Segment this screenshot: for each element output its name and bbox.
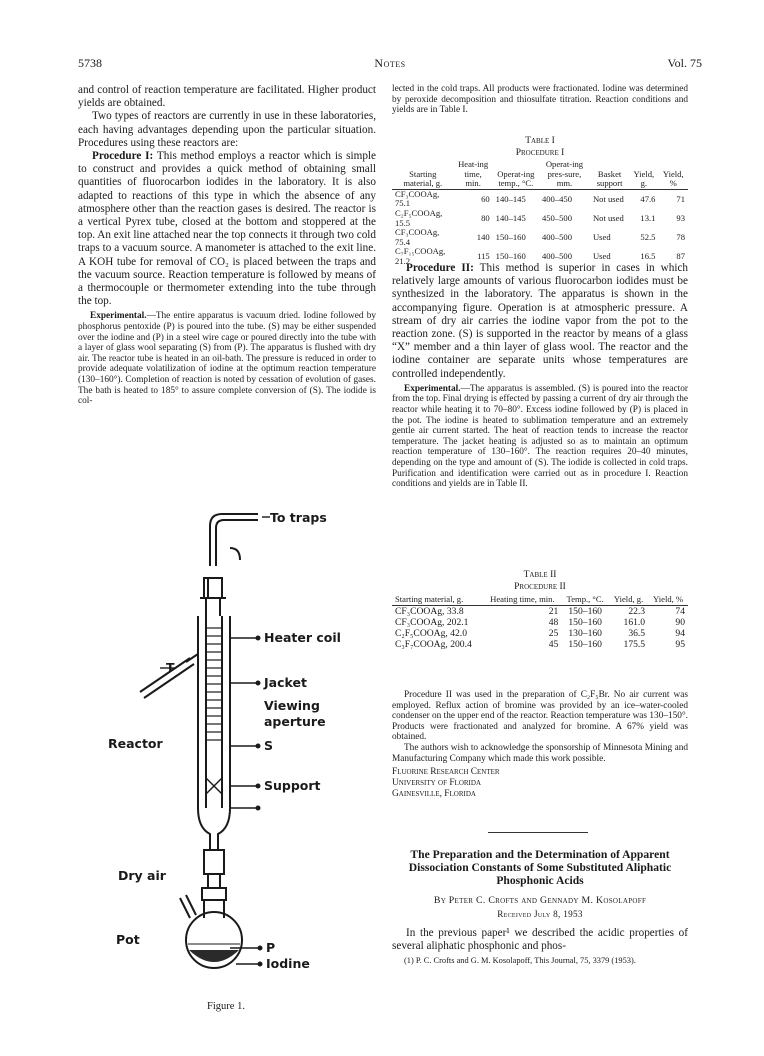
cell: C₃F₇COOAg, 200.4 [395, 639, 472, 650]
label-p: P [266, 940, 276, 955]
paragraph: Procedure II was used in the preparation of C₂F₅Br. No air current was employed. Reflux action of bromine was provided by an ice–water-cooled condenser on the upper end of the reactor. Reaction temperature was 130–150°. Products were fractionated and analyzed for bromine. A 67% yield was obtained. [392, 690, 688, 743]
right-top-paragraph [392, 84, 688, 116]
cell: 130–160 [568, 628, 602, 639]
cell: 60 [481, 193, 490, 204]
cell: 150–160 [495, 231, 526, 242]
cell: 45 [548, 639, 559, 650]
table-1-header: Basket support [596, 168, 623, 189]
jacket-outer [198, 616, 210, 850]
figure-1 [80, 478, 372, 1023]
label-to-traps: To traps [270, 510, 327, 525]
iodine-fill [189, 950, 239, 962]
table-row [392, 228, 688, 247]
cell: 450–500 [541, 212, 573, 223]
right-procedure-2 [392, 262, 688, 490]
cell: C₂F₅COOAg, 42.0 [395, 628, 467, 639]
cell: 150–160 [568, 617, 602, 628]
table-2-header: Yield, % [653, 594, 684, 604]
lower-joint [204, 850, 224, 874]
table-1-title: Table I [525, 136, 555, 146]
cell: 36.5 [628, 628, 646, 639]
table-1-header: Operat-ing pres-sure, mm. [545, 159, 584, 189]
cell: 71 [676, 193, 685, 204]
label-viewing: Viewing [264, 698, 320, 713]
table-row [392, 639, 688, 650]
top-stopper [204, 578, 222, 598]
page-number: 5738 [78, 56, 102, 70]
cell: 115 [477, 251, 490, 262]
cell: 16.5 [640, 251, 656, 262]
experimental-1 [78, 311, 376, 406]
table-2-subtitle: Procedure II [514, 582, 566, 592]
left-column [78, 84, 376, 407]
cell: 22.3 [628, 606, 646, 617]
paragraph: Two types of reactors are currently in use in these laboratories, each having advantages depending upon the particular situation. Procedures using these reactors are: [78, 110, 376, 149]
cell: 400–500 [541, 251, 573, 262]
table-2 [392, 570, 688, 650]
label-jacket: Jacket [264, 675, 307, 690]
received-date: Received July 8, 1953 [497, 909, 583, 919]
table-1 [392, 136, 688, 267]
label-pot: Pot [116, 932, 140, 947]
cell: 95 [675, 639, 685, 650]
cell: 47.6 [640, 193, 656, 204]
cell: CF₃COOAg, 33.8 [395, 606, 464, 617]
table-1-grid [392, 160, 688, 267]
intro-paragraph [392, 927, 688, 953]
acknowledgment: The authors wish to acknowledge the sponsorship of Minnesota Mining and Manufacturing Company which made this work possible. [392, 742, 688, 764]
experimental-label: Experimental. [90, 311, 147, 322]
heater-coil [206, 628, 222, 740]
experimental-2-text: —The apparatus is assembled. (S) is poured into the reactor from the top. Final drying is effected by passing a current of dry air through the reactor while heating it to 70–80°. Excess iodine followed by (P) is placed in the pot. The iodine is heated to sublimation temperature and an extremely gentle air current started. The heat of reaction tends to increase the reactor temperature. The jacket heating is adjusted so as to maintain an optimum reaction temperature of 130–160°. The reaction requires 20–40 minutes, depending on the type and amount of (S). The iodide is collected in cold traps. Purification and identification were carried out as in procedure I. Reaction conditions and yields are in Table II. [392, 383, 688, 490]
cell: 140–145 [495, 193, 526, 204]
cell: 400–450 [541, 193, 573, 204]
affiliation-line: Fluorine Research Center [392, 767, 500, 778]
paragraph: In the previous paper¹ we described the acidic properties of several aliphatic phosphonic and phos- [392, 927, 688, 953]
footnote: (1) P. C. Crofts and G. M. Kosolapoff, This Journal, 75, 3379 (1953). [404, 956, 636, 966]
cell: 140 [476, 231, 490, 242]
section-name: Notes [374, 56, 406, 70]
cell: 140–145 [495, 212, 526, 223]
table-1-header: Starting material, g. [403, 168, 443, 189]
procedure-1-paragraph [78, 150, 376, 308]
apparatus-diagram [80, 478, 372, 998]
cell: 90 [675, 617, 685, 628]
table-1-header: Heat-ing time, min. [458, 159, 489, 189]
label-t: T [166, 660, 175, 675]
cell: 93 [676, 212, 685, 223]
cell: Used [592, 231, 611, 242]
cell: 48 [548, 617, 559, 628]
experimental-2 [392, 384, 688, 490]
experimental-2-label: Experimental. [404, 383, 461, 394]
cell: 161.0 [623, 617, 646, 628]
cell: Not used [592, 193, 624, 204]
label-dry-air: Dry air [118, 868, 166, 883]
support-member [206, 778, 222, 794]
next-article [392, 848, 688, 966]
cell: 150–160 [495, 251, 526, 262]
affiliation-line: University of Florida [392, 778, 482, 789]
label-reactor: Reactor [108, 736, 163, 751]
procedure-1-text: This method employs a reactor which is simple to construct and provides a quick method of obtaining small quantities of fluorocarbon iodides in the laboratory. It is also adapted to reactions of this type in which the absence of any atmosphere other than the reaction gases is desired. The reactor is a vertical Pyrex tube, closed at the bottom and stoppered at the top. An exit line attached near the top connects it through two cold traps to a vacuum source. A manometer is attached to the exit line. A KOH tube for removal of CO₂ is placed between the traps and the vacuum source. Reaction temperature is followed by means of a thermocouple or thermometer extending into the tube through the top. [78, 150, 376, 308]
cell: 150–160 [568, 606, 602, 617]
procedure-2-label: Procedure II: [406, 262, 474, 274]
cell: CF₃COOAg, 202.1 [395, 617, 469, 628]
cell: 78 [676, 231, 685, 242]
cell: CF₃COOAg, 75.4 [395, 227, 440, 247]
cell: Not used [592, 212, 624, 223]
label-s: S [264, 738, 274, 753]
volume-label: Vol. 75 [667, 56, 702, 70]
article-divider [488, 832, 588, 833]
cell: 175.5 [623, 639, 646, 650]
affiliation [392, 767, 688, 800]
cell: 94 [675, 628, 685, 639]
table-row [392, 606, 688, 618]
table-2-header: Yield, g. [613, 594, 644, 604]
cell: 13.1 [640, 212, 656, 223]
byline: By Peter C. Crofts and Gennady M. Kosolapoff [433, 895, 647, 906]
table-2-header: Temp., °C. [566, 594, 604, 604]
affiliation-line: Gainesville, Florida [392, 789, 476, 800]
label-aperture: aperture [264, 714, 326, 729]
table-1-header: Yield, g. [633, 168, 655, 189]
label-iodine: Iodine [266, 956, 310, 971]
cell: C₇F₁₅COOAg, 21.2 [395, 246, 446, 266]
table-2-grid [392, 594, 688, 650]
label-support: Support [264, 778, 321, 793]
cell: C₂F₅COOAg, 15.5 [395, 207, 443, 228]
paragraph: lected in the cold traps. All products were fractionated. Iodine was determined by peroxide decomposition and thiosulfate titration. Reaction conditions and yields are in Table I. [392, 84, 688, 116]
label-heater-coil: Heater coil [264, 630, 341, 645]
table-1-subtitle: Procedure I [515, 148, 565, 158]
table-row [392, 189, 688, 209]
table-1-header: Yield, % [662, 168, 684, 189]
cell: 74 [675, 606, 685, 617]
table-1-header: Operat-ing temp., °C. [497, 168, 535, 189]
table-2-header: Heating time, min. [490, 594, 555, 604]
experimental-text: —The entire apparatus is vacuum dried. Iodine followed by phosphorus pentoxide (P) is poured into the tube. (S) may be either suspended over the iodine and (P) in a steel wire cage or poured directly into the tube with a layer of glass wool separating (S) from (P). The apparatus is flushed with dry air. The reactor tube is heated in an oil-bath. The pressure is reduced in order to provide adequate volatilization of iodine at the optimum reaction temperature (130–160°). Completion of reaction is noted by cessation of evolution of gases. The bath is heated to 185° to assure complete conversion of (S). The iodide is col- [78, 311, 376, 407]
cell: CF₃COOAg, 75.1 [395, 188, 440, 209]
table-2-header: Starting material, g. [395, 594, 464, 604]
running-header [78, 56, 702, 72]
cell: 150–160 [568, 639, 602, 650]
thermometer-arm [140, 658, 190, 692]
cell: 400–500 [541, 231, 573, 242]
cell: 80 [481, 212, 490, 223]
procedure-1-label: Procedure I: [92, 150, 154, 163]
paragraph: and control of reaction temperature are facilitated. Higher product yields are obtained. [78, 84, 376, 110]
cell: Used [592, 251, 611, 262]
cell: 21 [548, 606, 559, 617]
right-closing-text [392, 690, 688, 800]
cell: 25 [548, 628, 559, 639]
figure-caption: Figure 1. [207, 1001, 245, 1012]
table-row [392, 617, 688, 628]
table-2-title: Table II [523, 570, 557, 580]
cell: 87 [676, 251, 685, 262]
table-row [392, 209, 688, 228]
procedure-2-text: This method is superior in cases in which relatively large amounts of various fluorocarbon iodides must be synthesized in the laboratory. The apparatus is shown in the accompanying figure. Operation is at atmospheric pressure. A stream of dry air carries the iodine vapor from the pot to the reaction zone. (S) is supported in the reactor by means of a glass “X” member and a thin layer of glass wool. The reactor and the iodine container are separate units whose temperatures are controlled independently. [392, 262, 688, 380]
cell: 52.5 [640, 231, 656, 242]
article-title: The Preparation and the Determination of Apparent Dissociation Constants of Some Substituted Aliphatic Phosphonic Acids [408, 848, 672, 887]
table-row [392, 628, 688, 639]
